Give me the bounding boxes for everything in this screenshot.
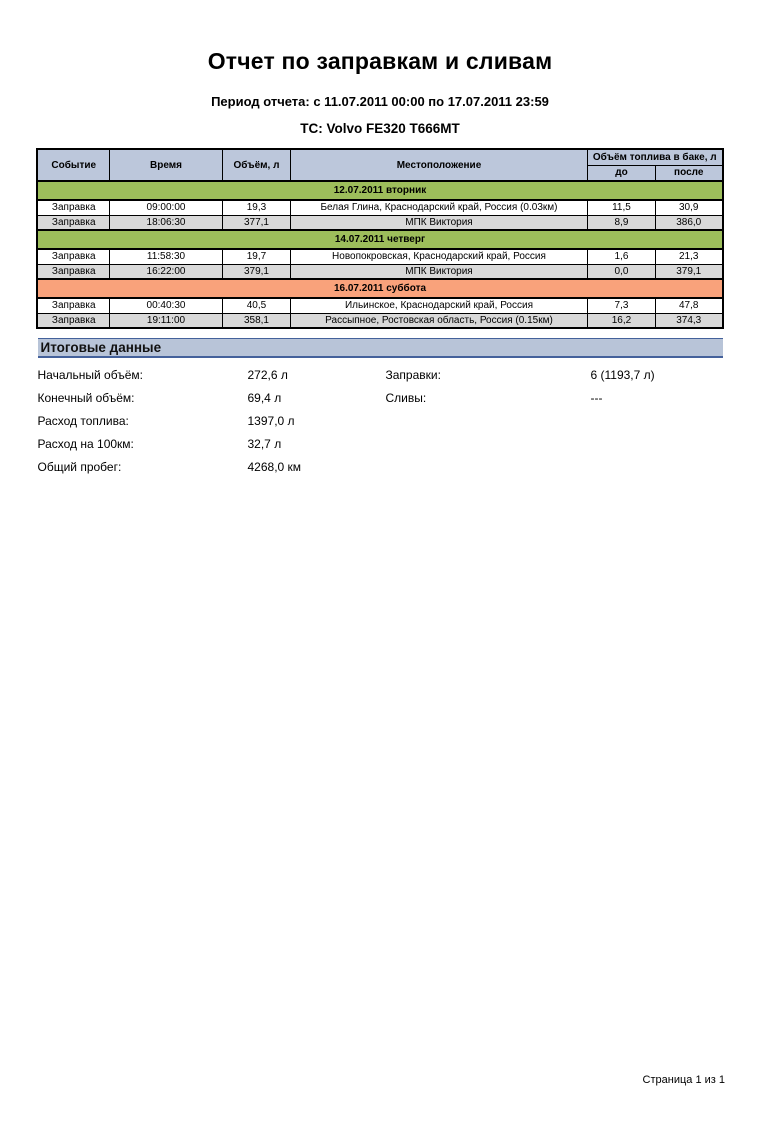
day-header-row	[37, 230, 722, 249]
event-cell-before: 0,0	[587, 264, 655, 279]
summary-row	[38, 391, 386, 414]
event-cell-event: Заправка	[37, 264, 109, 279]
day-header-row	[37, 181, 722, 200]
col-header-event: Событие	[37, 149, 109, 181]
event-cell-location: МПК Виктория	[290, 215, 587, 230]
summary-label: Расход топлива:	[37, 414, 129, 428]
event-cell-after: 374,3	[655, 313, 722, 328]
event-cell-location: Рассыпное, Ростовская область, Россия (0.15км)	[290, 313, 587, 328]
event-cell-volume: 377,1	[222, 215, 290, 230]
summary-row	[38, 414, 386, 437]
event-cell-before: 11,5	[587, 200, 655, 215]
summary-value: ---	[590, 391, 603, 405]
event-row	[37, 249, 722, 264]
event-row	[37, 313, 722, 328]
summary-row	[386, 391, 723, 414]
summary-row	[386, 368, 723, 391]
report-period: Период отчета: с 11.07.2011 00:00 по 17.07.2011 23:59	[211, 94, 549, 109]
event-cell-event: Заправка	[37, 298, 109, 313]
event-cell-after: 386,0	[655, 215, 722, 230]
summary-value: 272,6 л	[247, 368, 288, 382]
events-table-body	[37, 181, 722, 328]
summary-section-header: Итоговые данные	[38, 338, 723, 358]
summary-value: 6 (1193,7 л)	[590, 368, 655, 382]
event-cell-time: 19:11:00	[109, 313, 222, 328]
event-cell-time: 00:40:30	[109, 298, 222, 313]
page-number: Страница 1 из 1	[642, 1074, 725, 1086]
summary-label: Расход на 100км:	[37, 437, 134, 451]
day-date-label: 12.07.2011 вторник	[37, 181, 722, 200]
events-table-header	[37, 149, 722, 181]
col-header-tank-group: Объём топлива в баке, л	[587, 149, 722, 165]
event-cell-event: Заправка	[37, 313, 109, 328]
event-cell-time: 18:06:30	[109, 215, 222, 230]
summary-column-left	[38, 368, 386, 483]
summary-row	[38, 437, 386, 460]
event-cell-volume: 19,7	[222, 249, 290, 264]
summary-row	[38, 460, 386, 483]
events-table	[36, 148, 723, 329]
day-date-label: 14.07.2011 четверг	[37, 230, 722, 249]
summary-label: Конечный объём:	[37, 391, 135, 405]
event-cell-after: 47,8	[655, 298, 722, 313]
col-header-after: после	[655, 165, 722, 181]
col-header-time: Время	[109, 149, 222, 181]
event-cell-location: Новопокровская, Краснодарский край, Россия	[290, 249, 587, 264]
event-cell-volume: 358,1	[222, 313, 290, 328]
summary-row	[38, 368, 386, 391]
day-header-row	[37, 279, 722, 298]
summary-value: 1397,0 л	[247, 414, 295, 428]
col-header-location: Местоположение	[290, 149, 587, 181]
summary-label: Сливы:	[385, 391, 427, 405]
summary-label: Общий пробег:	[37, 460, 122, 474]
event-row	[37, 298, 722, 313]
event-row	[37, 200, 722, 215]
vehicle-name: ТС: Volvo FE320 Т666МТ	[300, 121, 460, 136]
summary-value: 69,4 л	[247, 391, 282, 405]
event-cell-volume: 379,1	[222, 264, 290, 279]
col-header-before: до	[587, 165, 655, 181]
summary-value: 32,7 л	[247, 437, 282, 451]
event-cell-before: 16,2	[587, 313, 655, 328]
event-cell-event: Заправка	[37, 200, 109, 215]
event-cell-event: Заправка	[37, 215, 109, 230]
event-cell-after: 21,3	[655, 249, 722, 264]
event-cell-volume: 19,3	[222, 200, 290, 215]
event-cell-after: 30,9	[655, 200, 722, 215]
event-cell-time: 11:58:30	[109, 249, 222, 264]
event-cell-location: Ильинское, Краснодарский край, Россия	[290, 298, 587, 313]
day-date-label: 16.07.2011 суббота	[37, 279, 722, 298]
event-cell-location: Белая Глина, Краснодарский край, Россия (0.03км)	[290, 200, 587, 215]
summary-area	[38, 368, 723, 483]
event-cell-time: 16:22:00	[109, 264, 222, 279]
event-cell-time: 09:00:00	[109, 200, 222, 215]
event-cell-location: МПК Виктория	[290, 264, 587, 279]
summary-label: Начальный объём:	[37, 368, 143, 382]
event-cell-before: 7,3	[587, 298, 655, 313]
page-title: Отчет по заправкам и сливам	[207, 48, 553, 74]
summary-column-right	[386, 368, 723, 483]
event-cell-event: Заправка	[37, 249, 109, 264]
summary-label: Заправки:	[385, 368, 441, 382]
event-cell-before: 1,6	[587, 249, 655, 264]
event-cell-volume: 40,5	[222, 298, 290, 313]
event-cell-after: 379,1	[655, 264, 722, 279]
event-row	[37, 215, 722, 230]
event-cell-before: 8,9	[587, 215, 655, 230]
event-row	[37, 264, 722, 279]
col-header-volume: Объём, л	[222, 149, 290, 181]
summary-value: 4268,0 км	[247, 460, 302, 474]
